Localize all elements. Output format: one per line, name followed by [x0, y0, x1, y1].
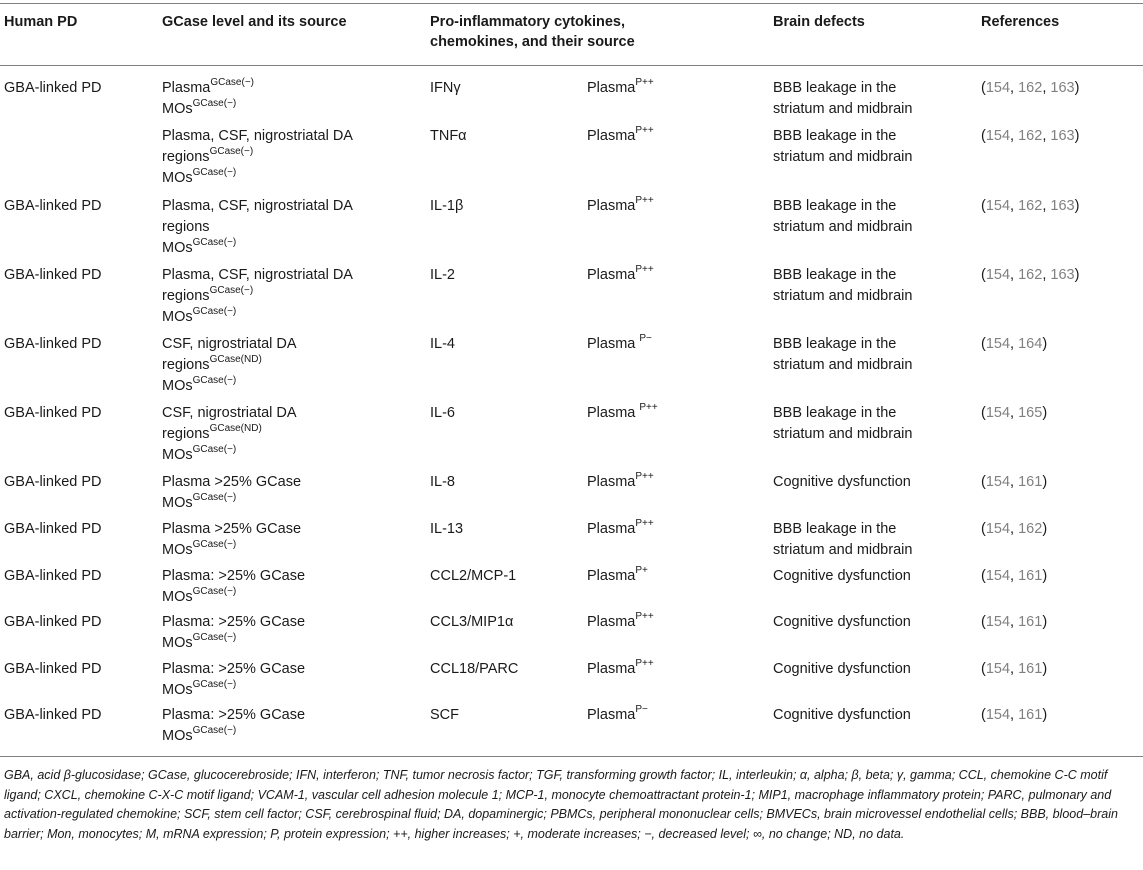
gcase-line-superscript: GCase(−)	[192, 375, 237, 387]
reference-link[interactable]: 161	[1018, 474, 1043, 490]
cell-brain-defects	[773, 196, 912, 238]
gcase-line: Plasma: >25% GCase	[162, 707, 306, 723]
brain-defect-line: striatum and midbrain	[773, 149, 913, 165]
cell-human-pd: GBA-linked PD	[4, 661, 102, 677]
reference-link[interactable]: 163	[1050, 198, 1075, 214]
source-line-superscript: P++	[635, 518, 654, 530]
brain-defect-line: Cognitive dysfunction	[773, 661, 911, 677]
cell-brain-defects	[773, 334, 912, 376]
gcase-line: MOs$^{GCase(-)}$	[162, 492, 237, 511]
gcase-line: CSF, nigrostriatal DA	[162, 405, 297, 421]
brain-defect-line: BBB leakage in the	[773, 128, 897, 144]
cell-source	[587, 566, 648, 587]
brain-defect-line: striatum and midbrain	[773, 542, 913, 558]
reference-link[interactable]: 154	[985, 336, 1011, 352]
reference-link[interactable]: 154	[985, 661, 1011, 677]
gcase-line: Plasma, CSF, nigrostriatal DA	[162, 128, 353, 144]
brain-defect-line: BBB leakage in the	[773, 80, 897, 96]
cell-gcase	[162, 472, 301, 514]
cell-human-pd: GBA-linked PD	[4, 405, 102, 421]
source-line-superscript: P++	[635, 471, 654, 483]
reference-link[interactable]: 162	[1018, 80, 1043, 96]
cell-brain-defects	[773, 126, 912, 168]
cell-human-pd: GBA-linked PD	[4, 568, 102, 584]
gcase-line-superscript: GCase(−)	[192, 306, 237, 318]
cell-gcase	[162, 403, 297, 466]
reference-link[interactable]: 164	[1018, 336, 1043, 352]
source-line-superscript: P++	[639, 402, 658, 414]
cell-cytokine: CCL2/MCP-1	[430, 568, 517, 584]
cell-gcase	[162, 196, 353, 259]
header-bottom-rule	[0, 65, 1143, 66]
reference-link[interactable]: 163	[1050, 128, 1075, 144]
cell-gcase	[162, 519, 301, 561]
cell-cytokine: IFNγ	[430, 80, 461, 96]
header-gcase: GCase level and its source	[162, 14, 347, 30]
gcase-line: MOs$^{GCase(-)}$	[162, 98, 237, 117]
cell-human-pd: GBA-linked PD	[4, 80, 102, 96]
cell-gcase	[162, 78, 254, 120]
cell-gcase	[162, 334, 297, 397]
source-line: Plasma $^{P-}$	[587, 333, 652, 352]
gcase-line: MOs$^{GCase(-)}$	[162, 586, 237, 605]
source-line-superscript: P++	[635, 195, 654, 207]
reference-link[interactable]: 165	[1018, 405, 1043, 421]
cell-human-pd: GBA-linked PD	[4, 521, 102, 537]
gcase-line-superscript: GCase(−)	[192, 539, 237, 551]
cell-source	[587, 334, 652, 355]
gcase-line-superscript: GCase(−)	[192, 632, 237, 644]
cell-brain-defects	[773, 659, 911, 680]
reference-link[interactable]: 154	[985, 198, 1011, 214]
cell-source	[587, 265, 654, 286]
cell-human-pd: GBA-linked PD	[4, 267, 102, 283]
cell-source	[587, 705, 648, 726]
gcase-line: CSF, nigrostriatal DA	[162, 336, 297, 352]
source-line-superscript: P++	[635, 658, 654, 670]
cell-references: (154, 161)	[981, 568, 1048, 584]
reference-link[interactable]: 154	[985, 474, 1011, 490]
header-cytokines-line1: Pro-inflammatory cytokines,	[430, 14, 625, 30]
cell-brain-defects	[773, 78, 912, 120]
source-line-superscript: P++	[635, 125, 654, 137]
gcase-line-superscript: GCase(−)	[192, 237, 237, 249]
source-line: Plasma$^{P++}$	[587, 518, 654, 537]
cell-brain-defects	[773, 265, 912, 307]
gcase-line: regions	[162, 219, 210, 235]
brain-defect-line: BBB leakage in the	[773, 267, 897, 283]
reference-link[interactable]: 163	[1050, 267, 1075, 283]
gcase-line: MOs$^{GCase(-)}$	[162, 679, 237, 698]
cell-human-pd: GBA-linked PD	[4, 707, 102, 723]
table-bottom-rule	[0, 756, 1143, 757]
gcase-line-superscript: GCase(−)	[209, 146, 254, 158]
cell-cytokine: IL-1β	[430, 198, 464, 214]
gcase-line: MOs$^{GCase(-)}$	[162, 632, 237, 651]
brain-defect-line: striatum and midbrain	[773, 219, 913, 235]
reference-link[interactable]: 161	[1018, 614, 1043, 630]
cell-references: (154, 162)	[981, 521, 1048, 537]
cell-cytokine: IL-13	[430, 521, 464, 537]
cell-source	[587, 403, 658, 424]
cell-human-pd: GBA-linked PD	[4, 614, 102, 630]
reference-link[interactable]: 154	[985, 707, 1011, 723]
reference-link[interactable]: 162	[1018, 198, 1043, 214]
gcase-line: Plasma >25% GCase	[162, 521, 302, 537]
cell-cytokine: IL-6	[430, 405, 455, 421]
table-top-rule	[0, 3, 1143, 4]
gcase-line: Plasma$^{GCase(-)}$	[162, 77, 254, 96]
cell-references: (154, 162, 163)	[981, 198, 1080, 214]
cell-gcase	[162, 265, 353, 328]
gcase-line-superscript: GCase(−)	[192, 167, 237, 179]
gcase-line-superscript: GCase(ND)	[209, 354, 262, 366]
reference-link[interactable]: 162	[1018, 521, 1043, 537]
cell-cytokine: IL-4	[430, 336, 455, 352]
source-line: Plasma $^{P++}$	[587, 402, 658, 421]
reference-link[interactable]: 154	[985, 267, 1011, 283]
gcase-line-superscript: GCase(−)	[192, 492, 237, 504]
cell-references: (154, 161)	[981, 707, 1048, 723]
cell-references: (154, 162, 163)	[981, 267, 1080, 283]
cell-brain-defects	[773, 705, 911, 726]
cell-source	[587, 519, 654, 540]
gcase-line: MOs$^{GCase(-)}$	[162, 306, 237, 325]
gcase-line-superscript: GCase(−)	[192, 725, 237, 737]
gcase-line: Plasma, CSF, nigrostriatal DA	[162, 198, 353, 214]
reference-link[interactable]: 161	[1018, 661, 1043, 677]
cell-gcase	[162, 705, 305, 747]
cell-brain-defects	[773, 403, 912, 445]
gcase-line-superscript: GCase(−)	[210, 77, 254, 89]
header-brain-defects: Brain defects	[773, 14, 865, 30]
cell-references: (154, 162, 163)	[981, 128, 1080, 144]
reference-link[interactable]: 154	[985, 128, 1011, 144]
source-line: Plasma$^{P++}$	[587, 611, 654, 630]
gcase-line: Plasma >25% GCase	[162, 474, 302, 490]
gcase-line: regions$^{GCase(ND)}$	[162, 354, 262, 373]
gcase-line: MOs$^{GCase(-)}$	[162, 444, 237, 463]
header-human-pd: Human PD	[4, 14, 78, 30]
cell-human-pd: GBA-linked PD	[4, 474, 102, 490]
gcase-line: Plasma, CSF, nigrostriatal DA	[162, 267, 353, 283]
source-line-superscript: P++	[635, 611, 654, 623]
reference-link[interactable]: 154	[985, 568, 1011, 584]
source-line: Plasma$^{P++}$	[587, 125, 654, 144]
cell-brain-defects	[773, 472, 911, 493]
brain-defect-line: Cognitive dysfunction	[773, 474, 911, 490]
gcase-line: regions$^{GCase(-)}$	[162, 285, 254, 304]
gcase-line-superscript: GCase(ND)	[209, 423, 262, 435]
reference-link[interactable]: 162	[1018, 128, 1043, 144]
brain-defect-line: striatum and midbrain	[773, 288, 913, 304]
gcase-line-superscript: GCase(−)	[192, 98, 237, 110]
gcase-line: Plasma: >25% GCase	[162, 568, 306, 584]
cell-source	[587, 196, 654, 217]
brain-defect-line: BBB leakage in the	[773, 521, 897, 537]
brain-defect-line: Cognitive dysfunction	[773, 614, 911, 630]
gcase-line-superscript: GCase(−)	[192, 444, 237, 456]
source-line-superscript: P−	[639, 333, 652, 345]
gcase-line: Plasma: >25% GCase	[162, 661, 306, 677]
gcase-line-superscript: GCase(−)	[192, 586, 237, 598]
cell-source	[587, 78, 654, 99]
brain-defect-line: striatum and midbrain	[773, 357, 913, 373]
gcase-line: MOs$^{GCase(-)}$	[162, 167, 237, 186]
table-footnote: GBA, acid β-glucosidase; GCase, glucocerebroside; IFN, interferon; TNF, tumor necrosis factor; TGF, transforming growth factor; IL, interleukin; α, alpha; β, beta; γ, gamma; CCL, chemokine C-C motif ligand; CXCL, chemokine C-X-C motif ligand; VCAM-1, vascular cell adhesion molecule 1; MCP-1, monocyte chemoattractant protein-1; MIP1, macrophage inflammatory protein; PARC, pulmonary and activation-regulated chemokine; SCF, stem cell factor; CSF, cerebrospinal fluid; DA, dopaminergic; PBMCs, peripheral mononuclear cells; BMVECs, brain microvessel endothelial cells; BBB, blood–brain barrier; Mon, monocytes; M, mRNA expression; P, protein expression; ++, higher increases; +, moderate increases; −, decreased level; ∞, no change; ND, no data.	[4, 768, 1118, 841]
cell-human-pd: GBA-linked PD	[4, 336, 102, 352]
gcase-line: regions$^{GCase(-)}$	[162, 146, 254, 165]
cell-gcase	[162, 126, 353, 189]
gcase-line: regions$^{GCase(ND)}$	[162, 423, 262, 442]
brain-defect-line: BBB leakage in the	[773, 405, 897, 421]
cell-references: (154, 165)	[981, 405, 1048, 421]
cell-gcase	[162, 659, 305, 701]
source-line: Plasma$^{P-}$	[587, 704, 648, 723]
cell-references: (154, 161)	[981, 474, 1048, 490]
source-line: Plasma$^{P++}$	[587, 77, 654, 96]
brain-defect-line: striatum and midbrain	[773, 101, 913, 117]
gcase-line: Plasma: >25% GCase	[162, 614, 306, 630]
cell-brain-defects	[773, 566, 911, 587]
cell-source	[587, 472, 654, 493]
reference-link[interactable]: 162	[1018, 267, 1043, 283]
gcase-line-superscript: GCase(−)	[192, 679, 237, 691]
source-line: Plasma$^{P++}$	[587, 195, 654, 214]
reference-link[interactable]: 154	[985, 614, 1011, 630]
source-line: Plasma$^{P+}$	[587, 565, 648, 584]
cell-cytokine: IL-2	[430, 267, 455, 283]
reference-link[interactable]: 154	[985, 405, 1011, 421]
cell-references: (154, 161)	[981, 661, 1048, 677]
cell-references: (154, 161)	[981, 614, 1048, 630]
gcase-line-superscript: GCase(−)	[209, 285, 254, 297]
cell-gcase	[162, 566, 305, 608]
source-line: Plasma$^{P++}$	[587, 471, 654, 490]
cell-brain-defects	[773, 612, 911, 633]
cell-cytokine: CCL18/PARC	[430, 661, 519, 677]
gcase-line: MOs$^{GCase(-)}$	[162, 237, 237, 256]
cell-source	[587, 126, 654, 147]
cell-cytokine: TNFα	[430, 128, 467, 144]
reference-link[interactable]: 161	[1018, 568, 1043, 584]
header-cytokines-line2: chemokines, and their source	[430, 34, 635, 50]
cell-cytokine: IL-8	[430, 474, 455, 490]
cell-cytokine: SCF	[430, 707, 459, 723]
cell-references: (154, 164)	[981, 336, 1048, 352]
source-line: Plasma$^{P++}$	[587, 658, 654, 677]
brain-defect-line: striatum and midbrain	[773, 426, 913, 442]
cell-cytokine: CCL3/MIP1α	[430, 614, 514, 630]
source-line: Plasma$^{P++}$	[587, 264, 654, 283]
cell-human-pd: GBA-linked PD	[4, 198, 102, 214]
brain-defect-line: BBB leakage in the	[773, 198, 897, 214]
brain-defect-line: Cognitive dysfunction	[773, 707, 911, 723]
cell-source	[587, 612, 654, 633]
source-line-superscript: P++	[635, 264, 654, 276]
brain-defect-line: BBB leakage in the	[773, 336, 897, 352]
cell-brain-defects	[773, 519, 912, 561]
header-references: References	[981, 14, 1060, 30]
source-line-superscript: P−	[635, 704, 648, 716]
cell-references: (154, 162, 163)	[981, 80, 1080, 96]
gcase-line: MOs$^{GCase(-)}$	[162, 725, 237, 744]
reference-link[interactable]: 163	[1050, 80, 1075, 96]
header-cytokines	[430, 12, 635, 52]
brain-defect-line: Cognitive dysfunction	[773, 568, 911, 584]
gcase-line: MOs$^{GCase(-)}$	[162, 539, 237, 558]
reference-link[interactable]: 161	[1018, 707, 1043, 723]
reference-link[interactable]: 154	[985, 521, 1011, 537]
reference-link[interactable]: 154	[985, 80, 1011, 96]
source-line-superscript: P+	[635, 565, 648, 577]
source-line-superscript: P++	[635, 77, 654, 89]
cell-source	[587, 659, 654, 680]
cell-gcase	[162, 612, 305, 654]
gcase-line: MOs$^{GCase(-)}$	[162, 375, 237, 394]
